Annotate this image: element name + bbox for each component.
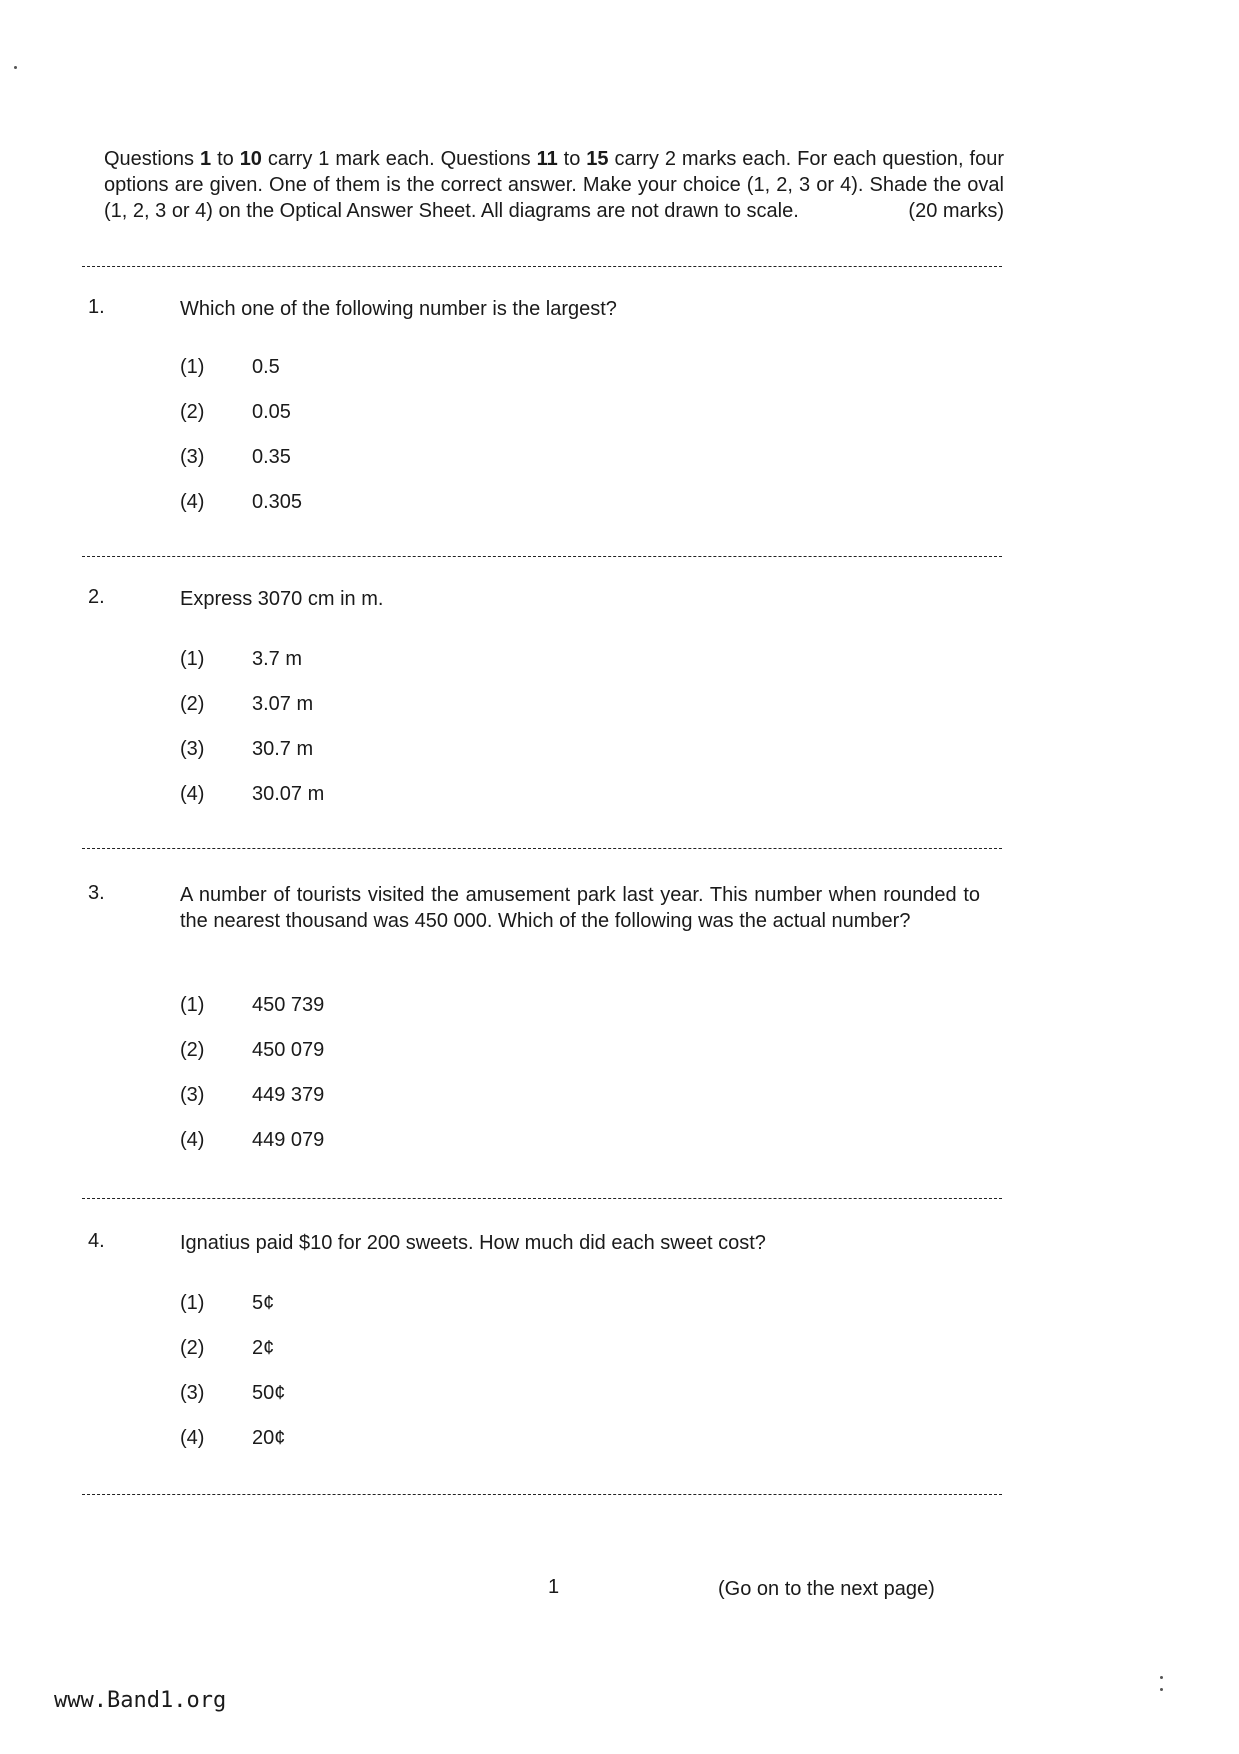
option-label: (1) [180, 356, 205, 378]
question-number: 4. [88, 1230, 105, 1252]
scan-speck [1160, 1676, 1163, 1679]
option-label: (2) [180, 401, 205, 423]
option-value: 0.305 [252, 491, 303, 513]
question-text: Ignatius paid $10 for 200 sweets. How much did each sweet cost? [180, 1232, 766, 1254]
question-number: 3. [88, 882, 105, 904]
total-marks: (20 marks) [908, 200, 1004, 222]
next-page-note: (Go on to the next page) [718, 1578, 935, 1600]
website-watermark: www.Band1.org [54, 1688, 227, 1713]
instructions-text: to [557, 148, 587, 170]
option-value: 449 379 [252, 1084, 325, 1106]
option-label: (2) [180, 1337, 205, 1359]
divider [82, 848, 1002, 849]
option-value: 30.07 m [252, 783, 325, 805]
option-value: 3.7 m [252, 648, 303, 670]
instructions-bold: 11 [536, 148, 558, 170]
divider [82, 556, 1002, 557]
instructions-bold: 1 [200, 148, 212, 170]
question-number: 1. [88, 296, 105, 318]
scan-speck [14, 66, 17, 69]
option-value: 2¢ [252, 1337, 275, 1359]
option-label: (1) [180, 1292, 205, 1314]
instructions-text: Questions [104, 148, 200, 170]
instructions-bold: 10 [239, 148, 262, 170]
option-value: 0.5 [252, 356, 280, 378]
option-value: 450 079 [252, 1039, 325, 1061]
page-number: 1 [548, 1576, 560, 1598]
option-value: 20¢ [252, 1427, 286, 1449]
option-value: 0.05 [252, 401, 291, 423]
option-label: (3) [180, 446, 205, 468]
question-number: 2. [88, 586, 105, 608]
question-text: Which one of the following number is the largest? [180, 298, 617, 320]
option-value: 450 739 [252, 994, 325, 1016]
option-value: 30.7 m [252, 738, 314, 760]
scan-speck [1160, 1688, 1163, 1691]
option-label: (1) [180, 994, 205, 1016]
instructions-text: carry 1 mark each. Questions [261, 148, 537, 170]
option-label: (4) [180, 1129, 205, 1151]
option-value: 5¢ [252, 1292, 275, 1314]
option-value: 0.35 [252, 446, 291, 468]
option-value: 50¢ [252, 1382, 286, 1404]
option-label: (3) [180, 1382, 205, 1404]
instructions-bold: 15 [586, 148, 609, 170]
option-label: (2) [180, 693, 205, 715]
option-label: (4) [180, 1427, 205, 1449]
option-label: (2) [180, 1039, 205, 1061]
instructions-text: to [211, 148, 240, 170]
question-text: Express 3070 cm in m. [180, 588, 384, 610]
divider [82, 266, 1002, 267]
option-label: (3) [180, 738, 205, 760]
divider [82, 1494, 1002, 1495]
option-value: 449 079 [252, 1129, 325, 1151]
option-label: (3) [180, 1084, 205, 1106]
question-text: A number of tourists visited the amusement park last year. This number when rounded to the nearest thousand was 450 000. Which of the following was the actual number? [180, 884, 980, 932]
option-label: (1) [180, 648, 205, 670]
instructions-block [104, 146, 1004, 224]
divider [82, 1198, 1002, 1199]
option-label: (4) [180, 491, 205, 513]
instructions-text: carry 2 marks each. For each question, four options are given. One of them is the correct answer. Make your choice (1, 2, 3 or 4). Shade the oval (1, 2, 3 or 4) on the Optical Answer Sheet. All diagrams are not drawn to scale. [104, 148, 1004, 222]
option-label: (4) [180, 783, 205, 805]
option-value: 3.07 m [252, 693, 314, 715]
